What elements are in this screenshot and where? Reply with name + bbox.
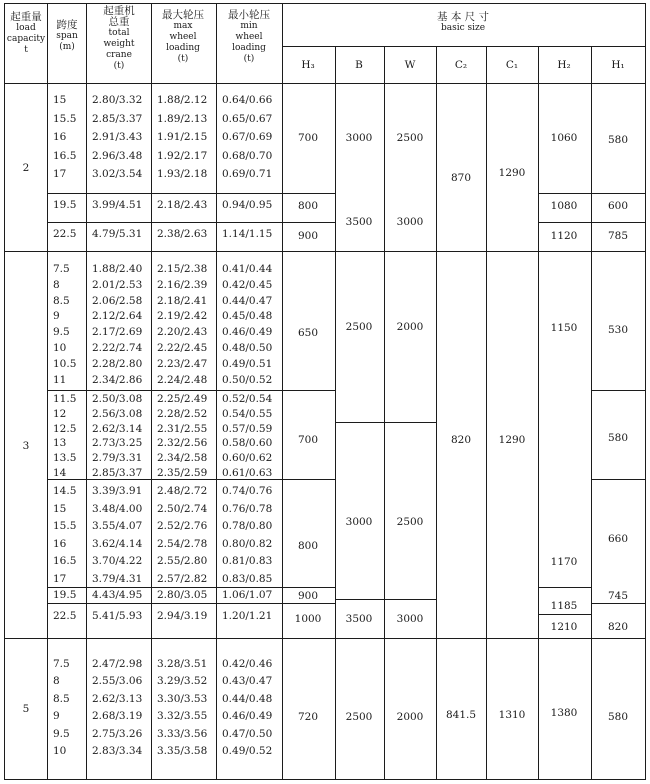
max-wheel-loading-cell: 2.48/2.72 <box>157 485 208 497</box>
col-rule <box>384 46 385 780</box>
span-cell: 7.5 <box>53 263 70 275</box>
row-rule <box>538 587 591 588</box>
total-weight-cell: 3.79/4.31 <box>92 573 143 585</box>
header-min-wheel-loading: 最小轮压 min wheel loading (t) <box>228 9 270 64</box>
max-wheel-loading-cell: 3.35/3.58 <box>157 745 208 757</box>
dim-cell: 3000 <box>396 613 424 625</box>
total-weight-cell: 2.47/2.98 <box>92 658 143 670</box>
dim-cell: 3500 <box>345 216 373 228</box>
max-wheel-loading-cell: 3.32/3.55 <box>157 710 208 723</box>
min-wheel-loading-cell: 0.81/0.83 <box>222 555 273 568</box>
max-wheel-loading-cell: 1.92/2.17 <box>157 149 208 162</box>
table-top-border <box>4 3 645 4</box>
span-cell: 12.5 <box>53 422 77 435</box>
span-cell: 9 <box>53 710 60 723</box>
row-rule <box>47 390 282 391</box>
min-wheel-loading-cell: 0.43/0.47 <box>222 675 273 688</box>
total-weight-cell: 4.43/4.95 <box>92 589 143 601</box>
col-rule <box>151 3 152 780</box>
span-cell: 8.5 <box>53 294 70 307</box>
table-left-border <box>4 3 5 780</box>
total-weight-cell: 3.55/4.07 <box>92 520 143 533</box>
max-wheel-loading-cell: 2.55/2.80 <box>157 555 208 568</box>
header-span: 跨度 span (m) <box>56 19 78 52</box>
col-rule <box>47 3 48 780</box>
dim-cell: 1120 <box>550 230 578 242</box>
span-cell: 16.5 <box>53 555 77 568</box>
total-weight-cell: 3.99/4.51 <box>92 199 143 211</box>
capacity-cell: 2 <box>22 162 30 174</box>
dim-cell: 3000 <box>345 132 373 144</box>
min-wheel-loading-cell: 0.46/0.49 <box>222 710 273 723</box>
dim-cell: 2500 <box>396 132 424 144</box>
span-cell: 16.5 <box>53 149 77 162</box>
row-rule <box>591 390 645 391</box>
span-cell: 17 <box>53 573 67 585</box>
total-weight-cell: 3.39/3.91 <box>92 485 143 497</box>
max-wheel-loading-cell: 3.33/3.56 <box>157 727 208 740</box>
col-rule <box>436 46 437 780</box>
dim-cell: 785 <box>607 230 629 242</box>
max-wheel-loading-cell: 2.23/2.47 <box>157 357 208 370</box>
total-weight-cell: 3.62/4.14 <box>92 537 143 550</box>
max-wheel-loading-cell: 2.24/2.48 <box>157 373 208 386</box>
total-weight-cell: 2.62/3.13 <box>92 692 143 705</box>
span-cell: 8 <box>53 675 60 688</box>
min-wheel-loading-cell: 0.64/0.66 <box>222 94 273 106</box>
min-wheel-loading-cell: 0.76/0.78 <box>222 502 273 515</box>
dim-cell: 2500 <box>396 516 424 528</box>
header-basic-size: 基 本 尺 寸 basic size <box>436 11 490 33</box>
max-wheel-loading-cell: 1.93/2.18 <box>157 168 208 181</box>
total-weight-cell: 2.06/2.58 <box>92 294 143 307</box>
min-wheel-loading-cell: 1.20/1.21 <box>222 610 273 622</box>
header-dim-c2: C₂ <box>454 59 468 71</box>
max-wheel-loading-cell: 2.57/2.82 <box>157 573 208 585</box>
dim-cell: 1380 <box>550 707 578 719</box>
max-wheel-loading-cell: 1.88/2.12 <box>157 94 208 106</box>
min-wheel-loading-cell: 0.47/0.50 <box>222 727 273 740</box>
row-rule <box>47 479 282 480</box>
row-rule <box>282 587 335 588</box>
min-wheel-loading-cell: 0.42/0.46 <box>222 658 273 670</box>
min-wheel-loading-cell: 0.49/0.52 <box>222 745 273 757</box>
row-rule <box>335 422 436 423</box>
header-dim-w: W <box>404 59 416 71</box>
group-rule <box>4 251 645 252</box>
total-weight-cell: 2.73/3.25 <box>92 437 143 450</box>
min-wheel-loading-cell: 0.60/0.62 <box>222 452 273 465</box>
span-cell: 8 <box>53 278 60 291</box>
total-weight-cell: 5.41/5.93 <box>92 610 143 622</box>
row-rule <box>47 193 282 194</box>
span-cell: 9.5 <box>53 727 70 740</box>
max-wheel-loading-cell: 2.52/2.76 <box>157 520 208 533</box>
dim-cell: 580 <box>607 432 629 444</box>
dim-cell: 1150 <box>550 322 578 334</box>
group-rule <box>4 638 645 639</box>
total-weight-cell: 2.75/3.26 <box>92 727 143 740</box>
total-weight-cell: 2.56/3.08 <box>92 407 143 420</box>
header-dim-b: B <box>355 59 363 71</box>
max-wheel-loading-cell: 2.50/2.74 <box>157 502 208 515</box>
dim-cell: 1080 <box>550 200 578 212</box>
min-wheel-loading-cell: 0.46/0.49 <box>222 326 273 339</box>
min-wheel-loading-cell: 0.61/0.63 <box>222 467 273 479</box>
span-cell: 12 <box>53 407 67 420</box>
dim-cell: 700 <box>297 132 319 144</box>
span-cell: 15.5 <box>53 520 77 533</box>
row-rule <box>335 599 436 600</box>
max-wheel-loading-cell: 2.94/3.19 <box>157 610 208 622</box>
min-wheel-loading-cell: 0.52/0.54 <box>222 393 273 405</box>
dim-cell: 900 <box>297 590 319 602</box>
dim-cell: 2000 <box>396 711 424 723</box>
dim-cell: 2500 <box>345 711 373 723</box>
max-wheel-loading-cell: 3.28/3.51 <box>157 658 208 670</box>
capacity-cell: 5 <box>22 703 30 715</box>
col-rule <box>591 46 592 780</box>
row-rule <box>282 603 335 604</box>
max-wheel-loading-cell: 2.18/2.41 <box>157 294 208 307</box>
dim-cell: 1000 <box>294 613 322 625</box>
min-wheel-loading-cell: 0.94/0.95 <box>222 199 273 211</box>
span-cell: 19.5 <box>53 199 77 211</box>
span-cell: 11.5 <box>53 393 77 405</box>
min-wheel-loading-cell: 0.83/0.85 <box>222 573 273 585</box>
col-rule <box>538 46 539 780</box>
col-rule <box>335 46 336 780</box>
row-rule <box>538 614 591 615</box>
dim-cell: 820 <box>450 434 472 446</box>
total-weight-cell: 2.96/3.48 <box>92 149 143 162</box>
span-cell: 7.5 <box>53 658 70 670</box>
dim-cell: 1170 <box>550 556 578 568</box>
min-wheel-loading-cell: 0.57/0.59 <box>222 422 273 435</box>
dim-cell: 3000 <box>345 516 373 528</box>
header-dim-c1: C₁ <box>505 59 519 71</box>
total-weight-cell: 2.79/3.31 <box>92 452 143 465</box>
header-total-weight: 起重机 总重 total weight crane (t) <box>103 5 135 71</box>
span-cell: 14 <box>53 467 67 479</box>
total-weight-cell: 2.85/3.37 <box>92 467 143 479</box>
row-rule <box>282 390 335 391</box>
dim-cell: 720 <box>297 711 319 723</box>
span-cell: 10 <box>53 342 67 354</box>
dim-cell: 1290 <box>498 434 526 446</box>
col-rule <box>86 3 87 780</box>
row-rule <box>47 587 282 588</box>
table-right-border <box>645 3 646 780</box>
min-wheel-loading-cell: 0.58/0.60 <box>222 437 273 450</box>
table-bottom-border <box>4 779 645 780</box>
span-cell: 15 <box>53 502 67 515</box>
col-rule <box>216 3 217 780</box>
col-rule <box>486 46 487 780</box>
row-rule <box>591 603 645 604</box>
span-cell: 8.5 <box>53 692 70 705</box>
dim-cell: 700 <box>297 434 319 446</box>
span-cell: 22.5 <box>53 610 77 622</box>
min-wheel-loading-cell: 0.74/0.76 <box>222 485 273 497</box>
span-cell: 15.5 <box>53 112 77 125</box>
dim-cell: 600 <box>607 200 629 212</box>
total-weight-cell: 3.70/4.22 <box>92 555 143 568</box>
min-wheel-loading-cell: 0.68/0.70 <box>222 149 273 162</box>
dim-cell: 580 <box>607 711 629 723</box>
total-weight-cell: 2.17/2.69 <box>92 326 143 339</box>
total-weight-cell: 2.85/3.37 <box>92 112 143 125</box>
max-wheel-loading-cell: 2.28/2.52 <box>157 407 208 420</box>
min-wheel-loading-cell: 1.14/1.15 <box>222 228 273 240</box>
max-wheel-loading-cell: 2.54/2.78 <box>157 537 208 550</box>
max-wheel-loading-cell: 2.20/2.43 <box>157 326 208 339</box>
min-wheel-loading-cell: 0.45/0.48 <box>222 310 273 323</box>
dim-cell: 650 <box>297 327 319 339</box>
total-weight-cell: 2.28/2.80 <box>92 357 143 370</box>
total-weight-cell: 1.88/2.40 <box>92 263 143 275</box>
span-cell: 9.5 <box>53 326 70 339</box>
dim-cell: 745 <box>607 590 629 602</box>
max-wheel-loading-cell: 2.16/2.39 <box>157 278 208 291</box>
dim-cell: 3500 <box>345 613 373 625</box>
row-rule <box>282 222 335 223</box>
span-cell: 17 <box>53 168 67 181</box>
header-max-wheel-loading: 最大轮压 max wheel loading (t) <box>162 9 204 64</box>
min-wheel-loading-cell: 0.67/0.69 <box>222 131 273 144</box>
total-weight-cell: 2.22/2.74 <box>92 342 143 354</box>
span-cell: 22.5 <box>53 228 77 240</box>
max-wheel-loading-cell: 2.34/2.58 <box>157 452 208 465</box>
span-cell: 16 <box>53 537 67 550</box>
min-wheel-loading-cell: 0.48/0.50 <box>222 342 273 354</box>
row-rule <box>591 479 645 480</box>
min-wheel-loading-cell: 0.44/0.48 <box>222 692 273 705</box>
total-weight-cell: 2.34/2.86 <box>92 373 143 386</box>
min-wheel-loading-cell: 1.06/1.07 <box>222 589 273 601</box>
total-weight-cell: 2.12/2.64 <box>92 310 143 323</box>
dim-cell: 1290 <box>498 167 526 179</box>
max-wheel-loading-cell: 2.80/3.05 <box>157 589 208 601</box>
span-cell: 16 <box>53 131 67 144</box>
dim-cell: 2500 <box>345 321 373 333</box>
span-cell: 11 <box>53 373 67 386</box>
max-wheel-loading-cell: 1.91/2.15 <box>157 131 208 144</box>
dim-cell: 1185 <box>550 600 578 612</box>
header-dim-h3: H₃ <box>301 59 315 71</box>
dim-cell: 580 <box>607 134 629 146</box>
dim-cell: 1210 <box>550 621 578 633</box>
min-wheel-loading-cell: 0.69/0.71 <box>222 168 273 181</box>
max-wheel-loading-cell: 2.18/2.43 <box>157 199 208 211</box>
col-rule <box>282 3 283 780</box>
max-wheel-loading-cell: 2.35/2.59 <box>157 467 208 479</box>
total-weight-cell: 2.80/3.32 <box>92 94 143 106</box>
total-weight-cell: 2.50/3.08 <box>92 393 143 405</box>
capacity-cell: 3 <box>22 440 30 452</box>
dim-cell: 800 <box>297 200 319 212</box>
dim-cell: 900 <box>297 230 319 242</box>
total-weight-cell: 2.91/3.43 <box>92 131 143 144</box>
span-cell: 9 <box>53 310 60 323</box>
dim-cell: 3000 <box>396 216 424 228</box>
row-rule <box>47 222 282 223</box>
span-cell: 10.5 <box>53 357 77 370</box>
min-wheel-loading-cell: 0.44/0.47 <box>222 294 273 307</box>
total-weight-cell: 2.62/3.14 <box>92 422 143 435</box>
header-dim-h1: H₁ <box>611 59 625 71</box>
span-cell: 15 <box>53 94 67 106</box>
max-wheel-loading-cell: 2.22/2.45 <box>157 342 208 354</box>
row-rule <box>282 193 335 194</box>
max-wheel-loading-cell: 2.19/2.42 <box>157 310 208 323</box>
max-wheel-loading-cell: 3.29/3.52 <box>157 675 208 688</box>
dim-cell: 2000 <box>396 321 424 333</box>
total-weight-cell: 3.02/3.54 <box>92 168 143 181</box>
total-weight-cell: 2.55/3.06 <box>92 675 143 688</box>
min-wheel-loading-cell: 0.78/0.80 <box>222 520 273 533</box>
span-cell: 13 <box>53 437 67 450</box>
min-wheel-loading-cell: 0.80/0.82 <box>222 537 273 550</box>
dim-cell: 841.5 <box>445 709 477 721</box>
max-wheel-loading-cell: 3.30/3.53 <box>157 692 208 705</box>
span-cell: 10 <box>53 745 67 757</box>
total-weight-cell: 2.68/3.19 <box>92 710 143 723</box>
header-capacity: 起重量 load capacity t <box>6 11 46 55</box>
total-weight-cell: 2.01/2.53 <box>92 278 143 291</box>
min-wheel-loading-cell: 0.41/0.44 <box>222 263 273 275</box>
max-wheel-loading-cell: 2.38/2.63 <box>157 228 208 240</box>
total-weight-cell: 2.83/3.34 <box>92 745 143 757</box>
dim-cell: 1060 <box>550 132 578 144</box>
min-wheel-loading-cell: 0.49/0.51 <box>222 357 273 370</box>
min-wheel-loading-cell: 0.54/0.55 <box>222 407 273 420</box>
span-cell: 13.5 <box>53 452 77 465</box>
dim-cell: 1310 <box>498 709 526 721</box>
span-cell: 19.5 <box>53 589 77 601</box>
max-wheel-loading-cell: 2.32/2.56 <box>157 437 208 450</box>
row-rule <box>47 603 282 604</box>
header-bottom-rule <box>4 83 645 84</box>
header-dim-h2: H₂ <box>557 59 571 71</box>
min-wheel-loading-cell: 0.65/0.67 <box>222 112 273 125</box>
row-rule <box>282 479 335 480</box>
max-wheel-loading-cell: 2.25/2.49 <box>157 393 208 405</box>
total-weight-cell: 4.79/5.31 <box>92 228 143 240</box>
max-wheel-loading-cell: 2.15/2.38 <box>157 263 208 275</box>
min-wheel-loading-cell: 0.50/0.52 <box>222 373 273 386</box>
dim-cell: 530 <box>607 324 629 336</box>
dim-cell: 800 <box>297 540 319 552</box>
dim-cell: 820 <box>607 621 629 633</box>
span-cell: 14.5 <box>53 485 77 497</box>
max-wheel-loading-cell: 2.31/2.55 <box>157 422 208 435</box>
dim-cell: 870 <box>450 172 472 184</box>
max-wheel-loading-cell: 1.89/2.13 <box>157 112 208 125</box>
min-wheel-loading-cell: 0.42/0.45 <box>222 278 273 291</box>
dim-cell: 660 <box>607 533 629 545</box>
total-weight-cell: 3.48/4.00 <box>92 502 143 515</box>
